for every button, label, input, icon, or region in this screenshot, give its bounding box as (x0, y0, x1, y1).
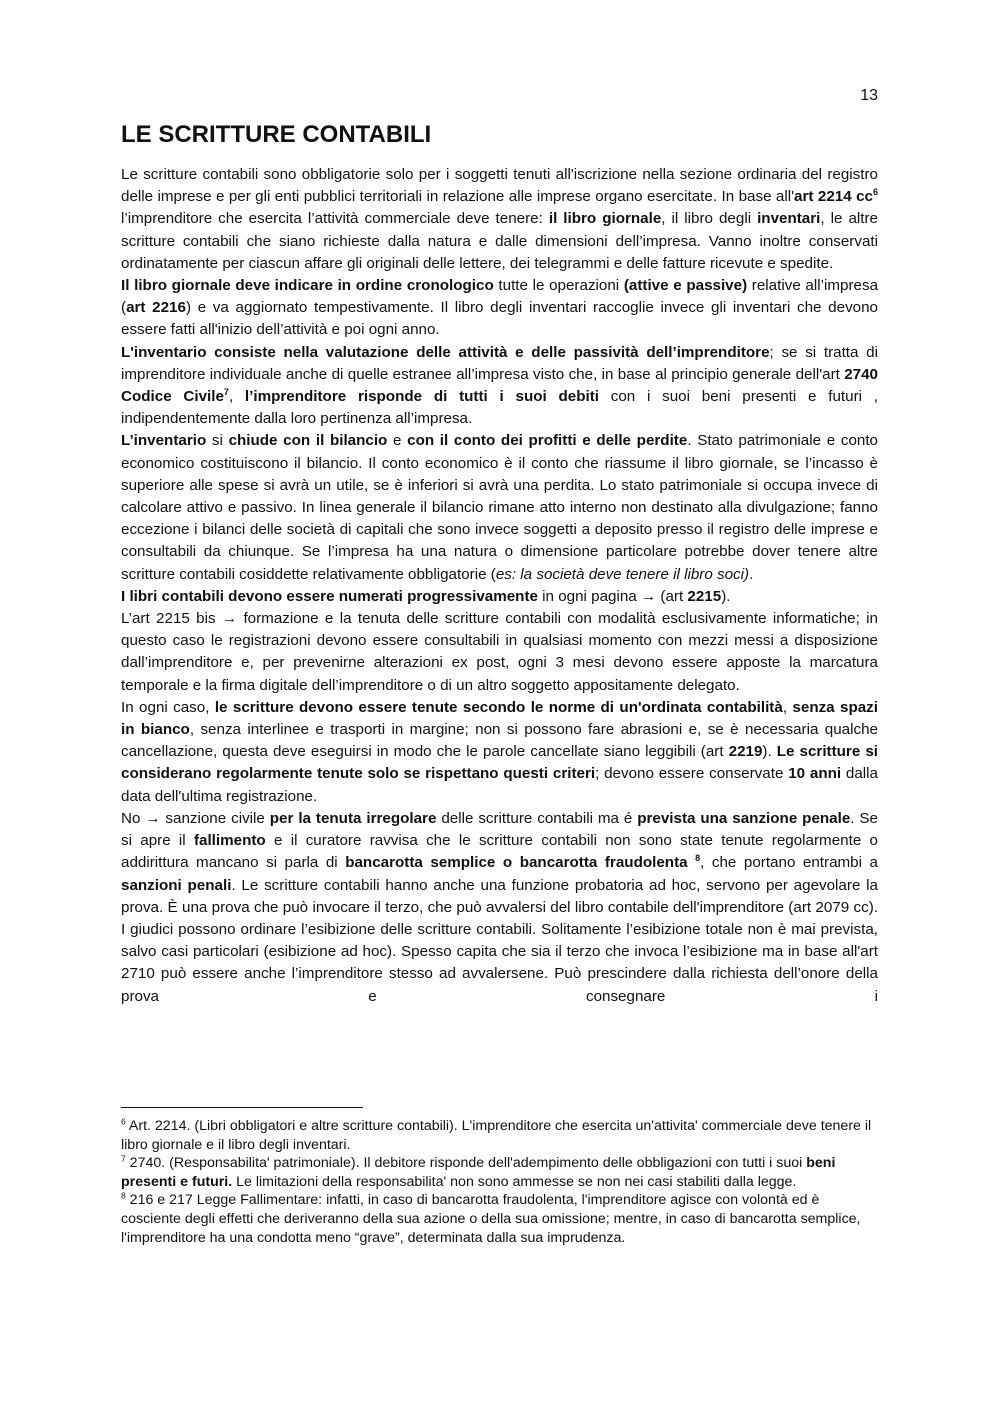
text-run: con i suoi beni presenti e futuri , indipendentemente dalla loro pertinenza all’impresa. (121, 388, 878, 428)
text-run: In ogni caso, (121, 698, 215, 716)
page-title: LE SCRITTURE CONTABILI (121, 121, 432, 148)
text-run: , (782, 698, 793, 716)
text-run: Art. 2214. (Libri obbligatori e altre scritture contabili). L'imprenditore che esercita un'attivita' commerciale deve tenere il libro giornale e il libro degli inventari. (121, 1118, 872, 1153)
text-run: Le scritture si considerano regolarmente tenute solo se rispettano questi criteri (121, 743, 879, 783)
text-run: sanzioni penali (121, 876, 232, 894)
text-run: (attive e passive) (623, 277, 748, 295)
text-run: No → sanzione civile (121, 809, 270, 827)
text-run: L'inventario consiste nella valutazione delle attività e delle passività dell’imprenditore (121, 343, 770, 361)
paragraph-libro-giornale (121, 275, 878, 342)
text-run: beni presenti e futuri. (121, 1155, 836, 1190)
text-run: art 2214 cc (794, 188, 873, 206)
text-run: 2740. (Responsabilita' patrimoniale). Il debitore risponde dell'adempimento delle obbligazioni con tutti i suoi (125, 1155, 807, 1172)
text-run: fallimento (193, 832, 266, 850)
footnotes (121, 1117, 881, 1247)
text-run: ). (762, 743, 777, 761)
text-run: con il conto dei profitti e delle perdite (407, 432, 688, 450)
text-run: prevista una sanzione penale (637, 809, 851, 827)
footnote-marker: 7 (223, 386, 229, 397)
paragraph-scritture-informatiche (121, 608, 878, 697)
paragraph-ordinata-contabilita (121, 697, 878, 808)
text-run: bancarotta semplice o bancarotta fraudolenta (345, 854, 688, 872)
text-run: senza spazi in bianco (121, 698, 878, 739)
text-run: 2219 (728, 743, 763, 761)
text-run: per la tenuta irregolare (269, 809, 437, 827)
text-run: L’art 2215 bis → formazione e la tenuta delle scritture contabili con modalità esclusivamente informatiche; in questo caso le registrazioni devono essere consultabili in qualsiasi momento con mezzi messi a disposizione dall’imprenditore e, per prevenirne alterazioni ex post, ogni 3 mesi devono essere apposte la marcatura temporale e la firma digitale dell’imprenditore o di un altro soggetto appositamente delegato. (121, 610, 878, 694)
text-run: es: la società deve tenere il libro soci) (495, 565, 750, 583)
footnote-marker: 8 (695, 853, 701, 864)
paragraph-sanzioni (121, 808, 878, 1008)
text-run: . (749, 565, 754, 583)
paragraph-bilancio (121, 430, 878, 585)
text-run: Le scritture contabili sono obbligatorie solo per i soggetti tenuti all'iscrizione nella sezione ordinaria del registro delle imprese e per gli enti pubblici territoriali in relazione alle imprese organo esercitate. In base all' (121, 166, 878, 206)
text-run: e il curatore ravvisa che le scritture contabili non sono state tenute regolarmente o addirittura mancano si parla di (121, 832, 878, 872)
text-run: 2740 Codice Civile (121, 365, 878, 406)
footnote-marker: 6 (121, 1116, 126, 1127)
text-run: , senza interlinee e trasporti in margine; non si possono fare abrasioni e, se è necessaria qualche cancellazione, questa deve eseguirsi in modo che le parole cancellate siano leggibili (art (121, 721, 878, 761)
text-run: . Stato patrimoniale e conto economico costituiscono il bilancio. Il conto economico è il conto che riassume il libro giornale, se l’incasso è superiore alle spese si avrà un utile, se è inferiori si avrà una perdita. Lo stato patrimoniale si occupa invece di calcolare attivo e passivo. In linea generale il bilancio rimane atto interno non destinato alla divulgazione; fanno eccezione i bilanci delle società di capitali che sono invece soggetti a deposito presso il registro delle imprese e consultabili da chiunque. Se l’impresa ha una natura o dimensione particolare potrebbe dover tenere altre scritture contabili cosiddette relativamente obbligatorie ( (121, 432, 878, 583)
text-run: relative all’impresa ( (121, 277, 879, 317)
paragraph-inventario (121, 342, 878, 431)
text-run: Le limitazioni della responsabilita' non sono ammesse se non nei casi stabiliti dalla legge. (232, 1173, 797, 1190)
text-run: il libro giornale (548, 210, 662, 228)
text-run: le scritture devono essere tenute secondo le norme di un'ordinata contabilità (214, 698, 783, 716)
text-run: delle scritture contabili ma é (436, 809, 638, 827)
text-run: dalla data dell'ultima registrazione. (121, 765, 878, 805)
text-run: I libri contabili devono essere numerati progressivamente (121, 587, 538, 605)
body-text (121, 164, 878, 1008)
text-run: L’inventario (121, 432, 207, 450)
footnote-marker: 8 (121, 1190, 126, 1201)
footnote-separator (121, 1107, 363, 1108)
text-run: ) e va aggiornato tempestivamente. Il libro degli inventari raccoglie invece gli inventari che devono essere fatti all'inizio dell’attività e poi ogni anno. (121, 299, 879, 339)
text-run: , (228, 388, 245, 406)
text-run: art 2216 (126, 299, 186, 317)
text-run: si (206, 432, 229, 450)
text-run: . Le scritture contabili hanno anche una funzione probatoria ad hoc, servono per agevolare la prova. È una prova che può invocare il terzo, che può avvalersi del libro contabile dell'imprenditore (art 2079 cc). I giudici possono ordinare l’esibizione delle scritture contabili. Solitamente l’esibizione totale non è mai prevista, salvo casi particolari (esibizione ad hoc). Spesso capita che sia il terzo che invoca l’esibizione ma in base all'art 2710 può essere anche l’imprenditore stesso ad avvalersene. Può prescindere dalla richiesta dell’onore della prova e consegnare i (121, 876, 878, 1005)
footnote-marker: 6 (872, 187, 878, 198)
text-run: l’imprenditore risponde di tutti i suoi debiti (244, 388, 599, 406)
paragraph-numerazione (121, 586, 878, 608)
text-run: , che portano entrambi a (700, 854, 878, 872)
footnote-6 (121, 1117, 881, 1154)
page-number: 13 (860, 87, 878, 104)
text-run: Il libro giornale deve indicare in ordine cronologico (121, 277, 494, 295)
text-run: ; se si tratta di imprenditore individuale anche di quelle estranee all’impresa visto che, in base al principio generale dell'art (121, 343, 878, 383)
text-run: ; devono essere conservate (595, 765, 789, 783)
text-run: in ogni pagina → (art (537, 587, 688, 605)
footnote-8 (121, 1191, 881, 1247)
text-run: tutte le operazioni (493, 277, 624, 295)
text-run: ). (721, 587, 731, 605)
footnote-marker: 7 (121, 1153, 126, 1164)
text-run: , il libro degli (661, 210, 758, 228)
text-run: 216 e 217 Legge Fallimentare: infatti, in caso di bancarotta fraudolenta, l'imprenditore agisce con volontà ed è cosciente degli effetti che deriveranno della sua azione o della sua omissione; mentre, in caso di bancarotta semplice, l'imprenditore ha una condotta meno “grave”, determinata dalla sua imprudenza. (121, 1192, 861, 1246)
text-run: . Se si apre il (121, 809, 878, 850)
footnote-7 (121, 1154, 881, 1191)
text-run: 2215 (687, 587, 722, 605)
text-run: l’imprenditore che esercita l’attività commerciale deve tenere: (121, 210, 549, 228)
text-run: , le altre scritture contabili che siano richieste dalla natura e dalle dimensioni dell’impresa. Vanno inoltre conservati ordinatamente per ciascun affare gli originali delle lettere, dei telegrammi e delle fatture ricevute e spedite. (121, 210, 878, 272)
text-run: 10 anni (788, 765, 842, 783)
paragraph-libri-obbligatori (121, 164, 878, 275)
text-run: chiude con il bilancio (228, 432, 388, 450)
text-run: e (387, 432, 408, 450)
text-run (688, 854, 696, 871)
text-run: inventari (757, 210, 821, 228)
